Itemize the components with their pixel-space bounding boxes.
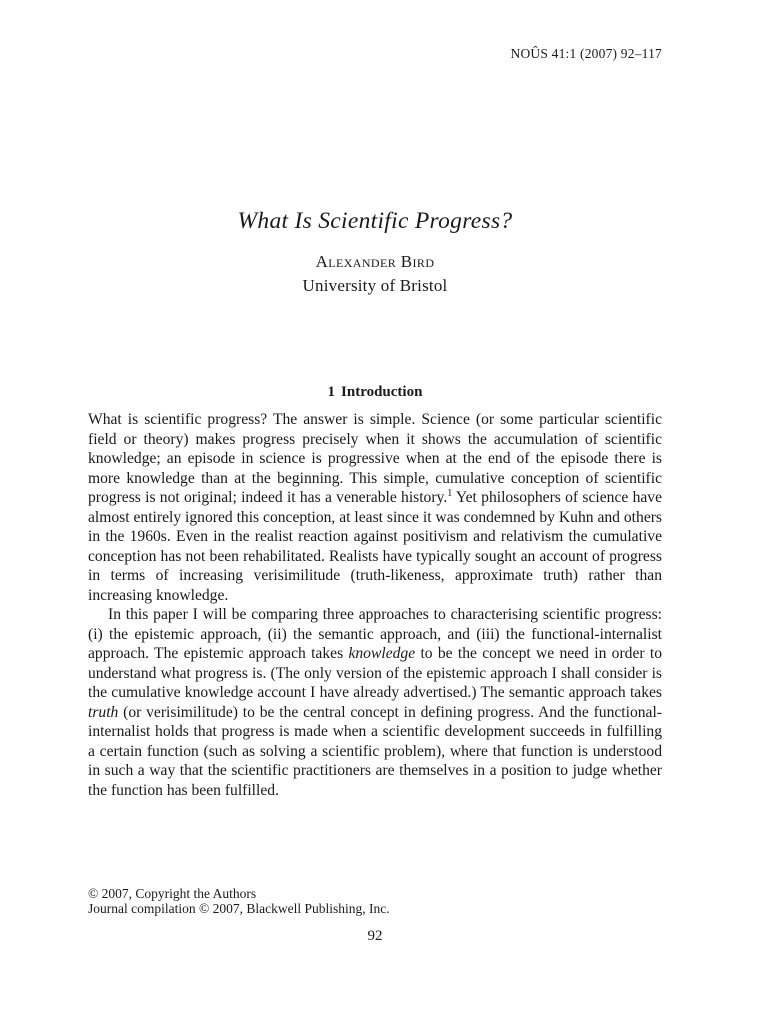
page-number: 92 xyxy=(367,928,383,944)
section-title: Introduction xyxy=(341,384,423,400)
body-text xyxy=(88,410,662,800)
paragraph-2-text-a: In this paper I will be comparing three approaches to characterising scientific progress: (i) the epistemic approach, (ii) the semantic approach, and (iii) the functional-internalist approach. The epistemic approach takes xyxy=(88,606,662,662)
copyright-footer xyxy=(88,886,390,916)
paragraph-2-text-b: to be the concept we need in order to understand what progress is. (The only version of the epistemic approach I shall consider is the cumulative knowledge account I have already advertised.) The semantic approach takes xyxy=(88,645,663,701)
paragraph-1-text-b: Yet philosophers of science have almost entirely ignored this conception, at least since it was condemned by Kuhn and others in the 1960s. Even in the realist reaction against positivism and relativism the cumulative conception has not been rehabilitated. Realists have typically sought an account of progress in terms of increasing verisimilitude (truth-likeness, approximate truth) rather than increasing knowledge. xyxy=(88,489,662,604)
emphasis-truth: truth xyxy=(88,703,119,721)
paragraph xyxy=(88,410,662,605)
section-number: 1 xyxy=(327,384,336,400)
journal-citation: NOÛS 41:1 (2007) 92–117 xyxy=(510,46,662,61)
emphasis-knowledge: knowledge xyxy=(348,645,416,662)
paragraph-2-text-c: (or verisimilitude) to be the central concept in defining progress. And the functional-internalist holds that progress is made when a scientific development succeeds in fulfilling a certain function (such as solving a scientific problem), where that function is understood in such a way that the scientific practitioners are themselves in a position to judge whether the function has been fulfilled. xyxy=(88,703,662,799)
paragraph-1-text-a: What is scientific progress? The answer is simple. Science (or some particular scientific field or theory) makes progress precisely when it shows the accumulation of scientific knowledge; an episode in science is progressive when at the end of the episode there is more knowledge than at the beginning. This simple, cumulative conception of scientific progress is not original; indeed it has a venerable history. xyxy=(88,411,662,506)
copyright-line: © 2007, Copyright the Authors xyxy=(88,886,257,901)
section-heading xyxy=(0,384,750,401)
footnote-reference[interactable]: 1 xyxy=(447,487,453,499)
author-affiliation: University of Bristol xyxy=(302,276,448,295)
author-name: Alexander Bird xyxy=(315,252,435,271)
paragraph xyxy=(88,605,662,800)
article-title: What Is Scientific Progress? xyxy=(237,208,513,234)
journal-compilation-line: Journal compilation © 2007, Blackwell Publishing, Inc. xyxy=(88,901,390,916)
